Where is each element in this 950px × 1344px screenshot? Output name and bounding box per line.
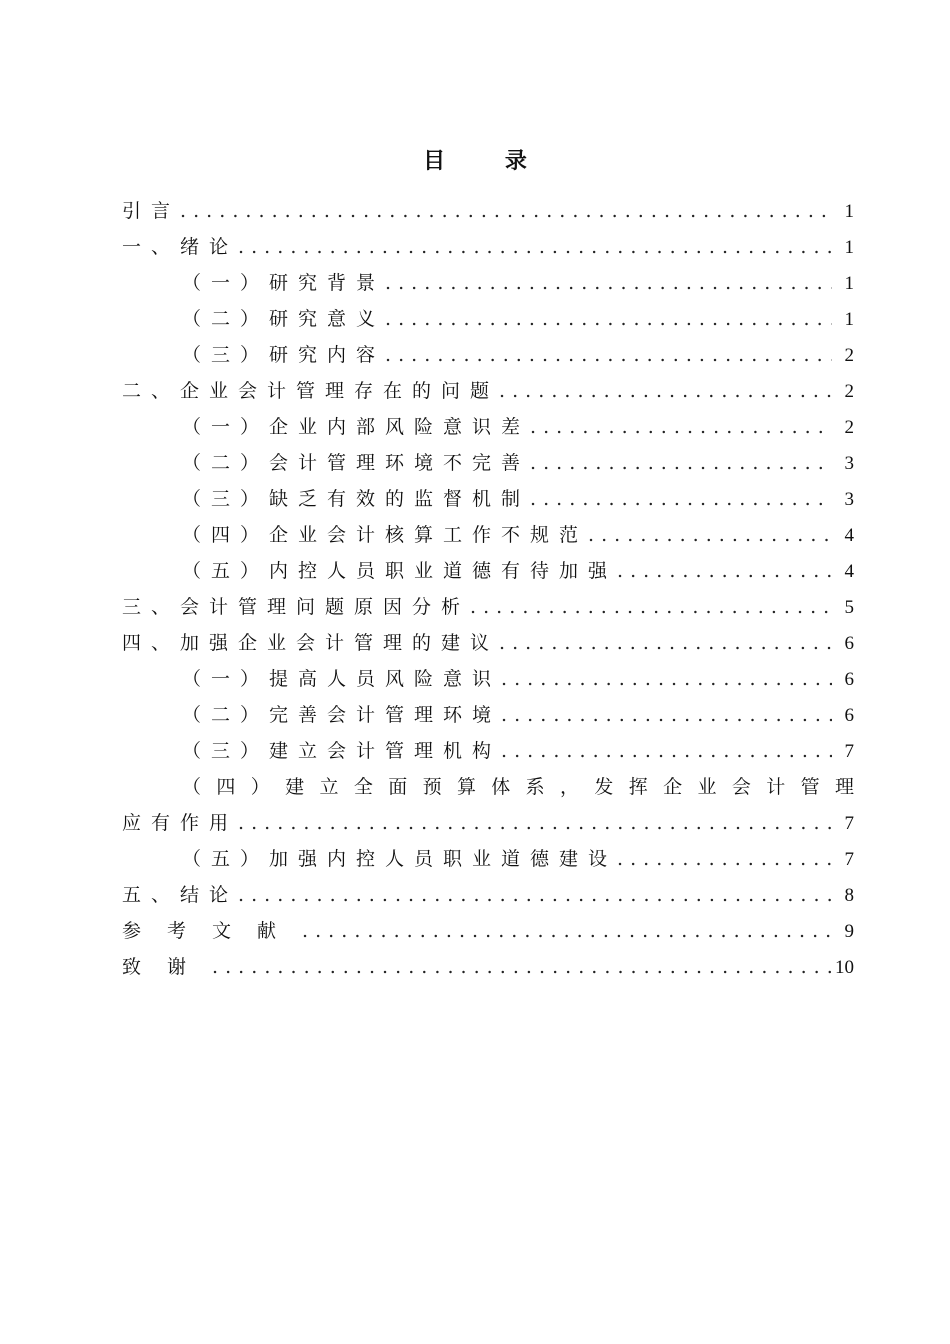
toc-entry-label: （五）加强内控人员职业道德建设 xyxy=(182,848,618,870)
toc-page-number: 6 xyxy=(844,669,854,690)
toc-page-number: 7 xyxy=(844,849,854,870)
toc-leader-dots xyxy=(530,445,832,481)
toc-leader-dots xyxy=(180,193,832,229)
toc-page-number: 7 xyxy=(844,741,854,762)
toc-leader-dots xyxy=(501,733,832,769)
toc-entry-label: 三、会计管理问题原因分析 xyxy=(122,596,471,618)
toc-page-number: 2 xyxy=(844,417,854,438)
toc-leader-dots xyxy=(238,229,832,265)
toc-entry-label: 参考文献 xyxy=(122,920,303,942)
toc-entry-introduction[interactable] xyxy=(122,193,854,229)
toc-entry-2-5[interactable] xyxy=(122,553,854,589)
toc-entry-label: （三）建立会计管理机构 xyxy=(182,740,502,762)
toc-page-number: 5 xyxy=(844,597,854,618)
toc-entry-acknowledgements[interactable] xyxy=(122,949,854,985)
toc-page-number: 6 xyxy=(844,705,854,726)
toc-entry-1-3[interactable] xyxy=(122,337,854,373)
toc-leader-dots xyxy=(530,481,832,517)
toc-page-number: 1 xyxy=(844,201,854,222)
toc-page-number: 2 xyxy=(844,345,854,366)
toc-entry-label: （二）完善会计管理环境 xyxy=(182,704,502,726)
toc-entry-label: （三）缺乏有效的监督机制 xyxy=(182,488,531,510)
toc-page-number: 8 xyxy=(844,885,854,906)
toc-leader-dots xyxy=(385,301,832,337)
toc-page-number: 10 xyxy=(835,957,854,978)
toc-entry-label: （四）建立全面预算体系，发挥企业会计管理 xyxy=(182,776,854,798)
toc-page-number: 4 xyxy=(844,561,854,582)
toc-entry-4-2[interactable] xyxy=(122,697,854,733)
toc-entry-label: 二、企业会计管理存在的问题 xyxy=(122,380,500,402)
toc-leader-dots xyxy=(617,841,832,877)
toc-leader-dots xyxy=(501,697,832,733)
toc-page-number: 2 xyxy=(844,381,854,402)
toc-entry-label: 应有作用 xyxy=(122,812,239,834)
toc-entry-label: 引言 xyxy=(122,200,181,222)
toc-leader-dots xyxy=(385,265,832,301)
toc-leader-dots xyxy=(499,625,832,661)
toc-entry-4-5[interactable] xyxy=(122,841,854,877)
toc-entry-4-4-line2[interactable] xyxy=(122,805,854,841)
toc-entry-2-1[interactable] xyxy=(122,409,854,445)
toc-entry-2-3[interactable] xyxy=(122,481,854,517)
toc-title: 目 录 xyxy=(423,148,553,174)
toc-entry-label: （五）内控人员职业道德有待加强 xyxy=(182,560,618,582)
toc-entry-2-2[interactable] xyxy=(122,445,854,481)
toc-page-number: 9 xyxy=(844,921,854,942)
toc-leader-dots xyxy=(238,805,832,841)
toc-entry-label: （四）企业会计核算工作不规范 xyxy=(182,524,589,546)
toc-entry-2-4[interactable] xyxy=(122,517,854,553)
toc-leader-dots xyxy=(530,409,832,445)
toc-entry-4-1[interactable] xyxy=(122,661,854,697)
toc-leader-dots xyxy=(617,553,832,589)
toc-entry-chapter-1[interactable] xyxy=(122,229,854,265)
toc-entry-label: （一）研究背景 xyxy=(182,272,386,294)
toc-entry-4-3[interactable] xyxy=(122,733,854,769)
toc-entry-4-4-line1[interactable] xyxy=(122,769,854,805)
toc-entry-chapter-3[interactable] xyxy=(122,589,854,625)
toc-page-number: 1 xyxy=(844,309,854,330)
toc-entry-label: （一）提高人员风险意识 xyxy=(182,668,502,690)
toc-leader-dots xyxy=(588,517,832,553)
toc-entry-chapter-4[interactable] xyxy=(122,625,854,661)
toc-page-number: 1 xyxy=(844,273,854,294)
toc-entry-label: 五、结论 xyxy=(122,884,239,906)
toc-entry-label: 四、加强企业会计管理的建议 xyxy=(122,632,500,654)
toc-leader-dots xyxy=(385,337,832,373)
toc-leader-dots xyxy=(212,949,832,985)
toc-page-number: 4 xyxy=(844,525,854,546)
toc-entry-label: 一、绪论 xyxy=(122,236,239,258)
toc-entry-label: （一）企业内部风险意识差 xyxy=(182,416,531,438)
toc-leader-dots xyxy=(501,661,832,697)
toc-entry-chapter-2[interactable] xyxy=(122,373,854,409)
toc-leader-dots xyxy=(499,373,832,409)
toc-leader-dots xyxy=(302,913,832,949)
toc-page-number: 7 xyxy=(844,813,854,834)
toc-entry-references[interactable] xyxy=(122,913,854,949)
toc-entry-1-1[interactable] xyxy=(122,265,854,301)
toc-page-number: 1 xyxy=(844,237,854,258)
toc-page-number: 3 xyxy=(844,453,854,474)
toc-entry-chapter-5[interactable] xyxy=(122,877,854,913)
toc-leader-dots xyxy=(238,877,832,913)
toc-entry-label: （二）会计管理环境不完善 xyxy=(182,452,531,474)
table-of-contents xyxy=(122,193,854,985)
toc-entry-label: 致谢 xyxy=(122,956,213,978)
toc-page-number: 3 xyxy=(844,489,854,510)
toc-entry-1-2[interactable] xyxy=(122,301,854,337)
toc-page-number: 6 xyxy=(844,633,854,654)
toc-entry-label: （三）研究内容 xyxy=(182,344,386,366)
toc-leader-dots xyxy=(470,589,832,625)
toc-entry-label: （二）研究意义 xyxy=(182,308,386,330)
